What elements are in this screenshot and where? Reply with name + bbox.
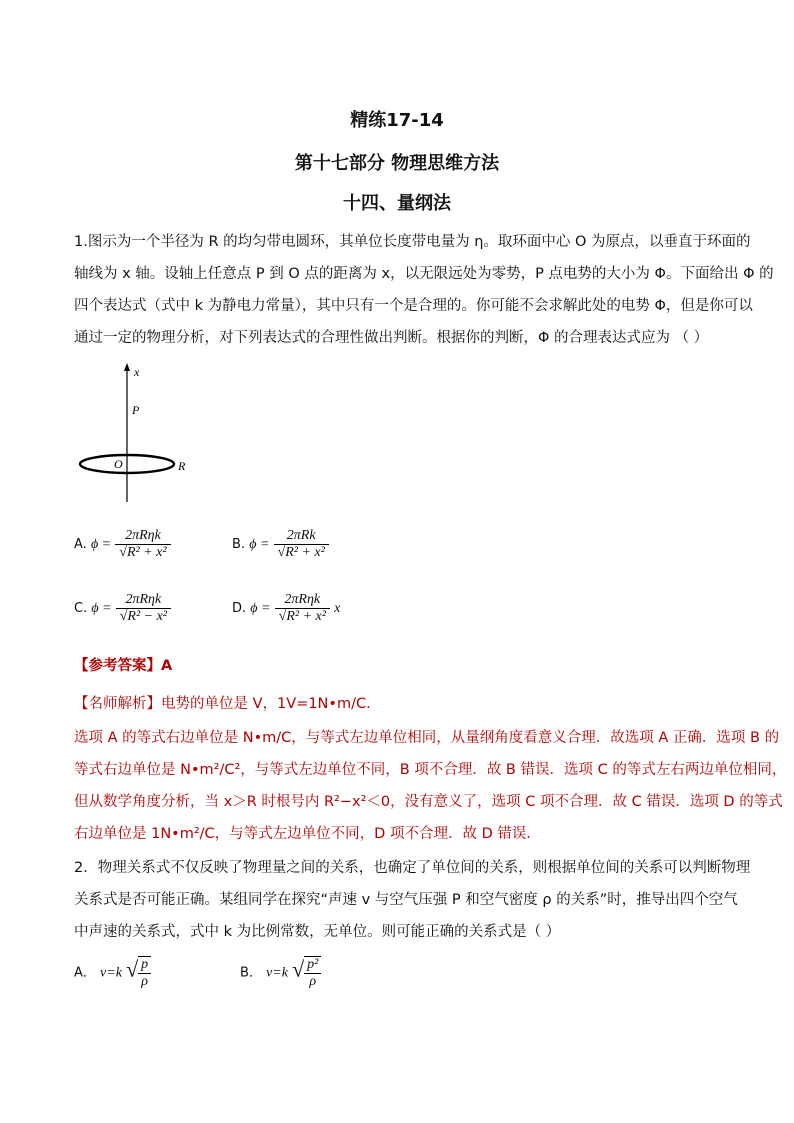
q2-option-a-numerator: p bbox=[138, 957, 151, 974]
option-a-label: A. bbox=[74, 537, 87, 552]
q2-option-b-label: B． bbox=[240, 965, 262, 981]
option-b-denominator: R² + x² bbox=[285, 545, 325, 560]
q1-option-b: B. ϕ = $\frac{\text{2πRk}}{\text{√R² + x²}}$ bbox=[232, 528, 329, 561]
analysis-line-3: 等式右边单位是 N•m²/C²，与等式左边单位不同，B 项不合理．故 B 错误．选项 C 的等式左右两边单位相同， bbox=[74, 762, 787, 778]
analysis-line-5: 右边单位是 1N•m²/C，与等式左边单位不同，D 项不合理．故 D 错误． bbox=[74, 826, 541, 842]
x-axis-label: x bbox=[134, 365, 140, 379]
option-c-lhs: ϕ = bbox=[91, 601, 112, 616]
q1-option-c: C. ϕ = $\frac{\text{2πRηk}}{\text{√R² − x²}}$ bbox=[74, 592, 171, 625]
option-d-lhs: ϕ = bbox=[250, 601, 271, 616]
option-a-denominator: R² + x² bbox=[126, 545, 167, 560]
q1-option-d: D. ϕ = $\frac{\text{2πRηk}}{\text{√R² + x²}}$ x bbox=[232, 592, 341, 624]
radius-r-label: R bbox=[178, 459, 186, 473]
q2-option-b-numerator: p² bbox=[304, 957, 321, 974]
q1-answer: 【参考答案】A bbox=[74, 658, 173, 674]
option-d-label: D. bbox=[232, 601, 247, 616]
analysis-line-1: 【名师解析】电势的单位是 V，1V=1N•m/C. bbox=[74, 696, 371, 712]
document-code: 精练17-14 bbox=[350, 110, 444, 131]
option-d-numerator: 2πRηk bbox=[275, 592, 330, 609]
q2-line-1: 2．物理关系式不仅反映了物理量之间的关系，也确定了单位间的关系，则根据单位间的关系可以判断物理 bbox=[74, 860, 751, 876]
analysis-line-2: 选项 A 的等式右边单位是 N•m/C，与等式左边单位相同，从量纲角度看意义合理．故选项 A 正确．选项 B 的 bbox=[74, 730, 780, 746]
option-c-denominator: R² − x² bbox=[127, 609, 167, 624]
part-title: 第十七部分 物理思维方法 bbox=[294, 153, 500, 174]
q2-option-a: A． v=k √ $\frac{p}{\rho}$ bbox=[74, 956, 151, 990]
q1-line-4: 通过一定的物理分析，对下列表达式的合理性做出判断。根据你的判断，Φ 的合理表达式应为 （ ） bbox=[74, 330, 709, 346]
option-b-label: B. bbox=[232, 537, 246, 552]
q2-line-3: 中声速的关系式，式中 k 为比例常数，无单位。则可能正确的关系式是（ ） bbox=[74, 924, 561, 940]
q2-option-b-denominator: ρ bbox=[309, 974, 317, 989]
q2-option-b-lhs: v=k bbox=[266, 965, 288, 981]
section-title: 十四、量纲法 bbox=[343, 193, 451, 214]
q2-option-b: B． v=k √ $\frac{\text{p²}}{\rho}$ bbox=[240, 956, 321, 990]
option-d-denominator: R² + x² bbox=[286, 609, 326, 624]
origin-o-label: O bbox=[114, 457, 123, 471]
q1-line-3: 四个表达式（式中 k 为静电力常量），其中只有一个是合理的。你可能不会求解此处的电势 Φ，但是你可以 bbox=[74, 298, 753, 314]
q1-line-2: 轴线为 x 轴。设轴上任意点 P 到 O 点的距离为 x，以无限远处为零势，P 点电势的大小为 Φ。下面给出 Φ 的 bbox=[74, 266, 774, 282]
option-b-numerator: 2πRk bbox=[274, 528, 329, 545]
x-axis-arrow bbox=[124, 363, 130, 371]
q1-line-1: 1.图示为一个半径为 R 的均匀带电圆环，其单位长度带电量为 η。取环面中心 O 为原点，以垂直于环面的 bbox=[74, 234, 751, 250]
option-c-label: C. bbox=[74, 601, 88, 616]
q2-option-a-label: A． bbox=[74, 965, 96, 981]
option-c-numerator: 2πRηk bbox=[116, 592, 171, 609]
q2-line-2: 关系式是否可能正确。某组同学在探究“声速 v 与空气压强 P 和空气密度 ρ 的关系”时，推导出四个空气 bbox=[74, 892, 738, 908]
q2-option-a-denominator: ρ bbox=[141, 974, 148, 989]
q1-option-a: A. ϕ = $\frac{\text{2πRηk}}{\text{√R² + x²}}$ bbox=[74, 528, 171, 561]
analysis-line-4: 但从数学角度分析，当 x＞R 时根号内 R²−x²＜0，没有意义了，选项 C 项不合理．故 C 错误．选项 D 的等式 bbox=[74, 794, 783, 810]
ring-figure bbox=[70, 360, 220, 510]
option-b-lhs: ϕ = bbox=[249, 537, 270, 552]
option-a-numerator: 2πRηk bbox=[115, 528, 170, 545]
option-d-tail: x bbox=[334, 601, 341, 616]
point-p-label: P bbox=[132, 403, 140, 417]
option-a-lhs: ϕ = bbox=[90, 537, 112, 552]
q2-option-a-lhs: v=k bbox=[100, 965, 122, 981]
